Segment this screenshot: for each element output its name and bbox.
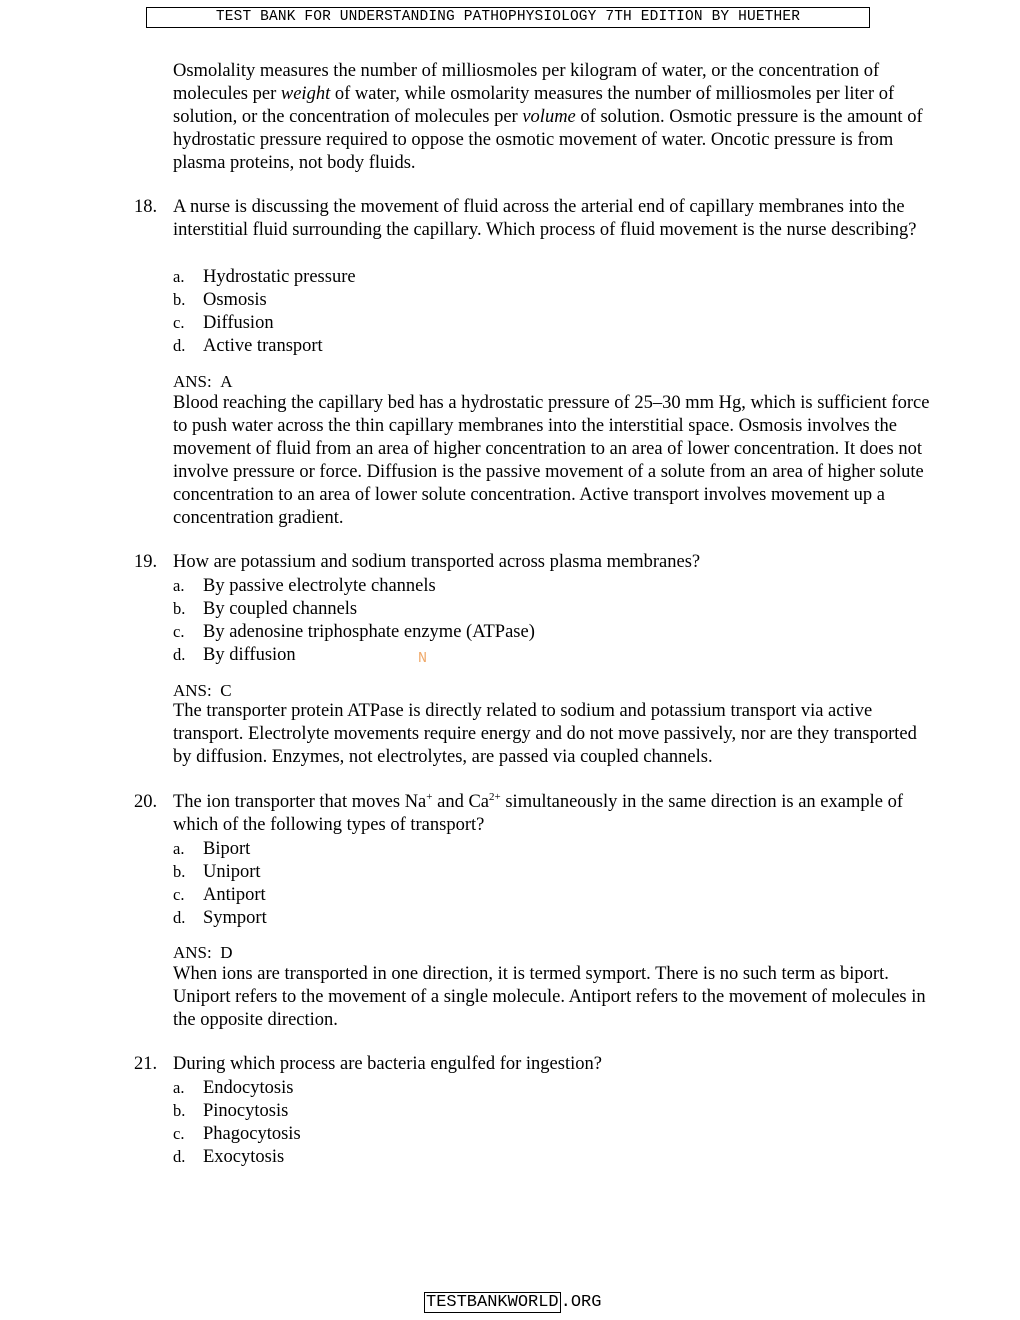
option-text: By passive electrolyte channels bbox=[203, 576, 436, 596]
option-letter: d. bbox=[173, 908, 186, 927]
option-letter: c. bbox=[173, 885, 185, 904]
question-text: A nurse is discussing the movement of fluid across the arterial end of capillary membranes into the interstitial fluid surrounding the capillary. Which process of fluid movement is the nurse describing? bbox=[173, 197, 917, 240]
option-letter: a. bbox=[173, 267, 185, 286]
option-item bbox=[173, 1076, 293, 1100]
option-letter: c. bbox=[173, 1124, 185, 1143]
answer-rationale: When ions are transported in one direction, it is termed symport. There is no such term as biport. Uniport refers to the movement of a single molecule. Antiport refers to the movement of molecules in the opposite direction. bbox=[173, 964, 926, 1030]
superscript-charge: + bbox=[426, 790, 433, 803]
option-text: Antiport bbox=[203, 885, 266, 905]
option-item bbox=[173, 1145, 284, 1169]
option-text: Active transport bbox=[203, 336, 323, 356]
option-text: Uniport bbox=[203, 862, 261, 882]
option-letter: a. bbox=[173, 1078, 185, 1097]
superscript-charge: 2+ bbox=[489, 790, 501, 803]
option-item bbox=[173, 288, 267, 312]
option-letter: b. bbox=[173, 290, 186, 309]
intro-text-3: of solution. Osmotic pressure is the amount of hydrostatic pressure required to oppose the osmotic movement of water. Oncotic pressure is from plasma proteins, not body fluids. bbox=[173, 107, 923, 173]
option-item bbox=[173, 334, 323, 358]
page-header: TEST BANK FOR UNDERSTANDING PATHOPHYSIOLOGY 7TH EDITION BY HUETHER bbox=[146, 7, 870, 28]
option-letter: a. bbox=[173, 839, 185, 858]
answer-value: D bbox=[220, 943, 233, 962]
answer-label: ANS: bbox=[173, 372, 212, 391]
option-text: Hydrostatic pressure bbox=[203, 267, 356, 287]
page-footer bbox=[424, 1292, 601, 1316]
option-letter: c. bbox=[173, 622, 185, 641]
option-text: Osmosis bbox=[203, 290, 267, 310]
option-item bbox=[173, 837, 250, 861]
question-number: 18. bbox=[134, 197, 158, 217]
intro-emphasis-volume: volume bbox=[522, 107, 576, 127]
question-number: 20. bbox=[134, 792, 158, 812]
intro-text-1: Osmolality measures the number of milliosmoles per kilogram of water, or the concentration of molecules per bbox=[173, 61, 880, 104]
answer-line bbox=[173, 679, 232, 702]
option-item bbox=[173, 311, 274, 335]
answer-value: A bbox=[220, 372, 233, 391]
question-number: 21. bbox=[134, 1054, 158, 1074]
intro-text-2: of water, while osmolarity measures the number of milliosmoles per liter of solution, or the concentration of molecules per bbox=[173, 84, 895, 127]
option-item bbox=[173, 597, 357, 621]
option-letter: b. bbox=[173, 862, 186, 881]
option-text: Endocytosis bbox=[203, 1078, 294, 1098]
question-text-part: and Ca bbox=[432, 792, 490, 812]
option-letter: b. bbox=[173, 599, 186, 618]
option-text: Exocytosis bbox=[203, 1147, 285, 1167]
intro-paragraph bbox=[173, 60, 933, 175]
option-item bbox=[173, 1122, 301, 1146]
option-text: Biport bbox=[203, 839, 251, 859]
watermark-letter: N bbox=[418, 650, 428, 667]
option-item bbox=[173, 1099, 288, 1123]
option-item bbox=[173, 643, 296, 667]
answer-rationale: Blood reaching the capillary bed has a hydrostatic pressure of 25–30 mm Hg, which is sufficient force to push water across the thin capillary membranes into the interstitial space. Osmosis involves the movement of fluid from an area of higher concentration to an area of lower concentration. It does not involve pressure or force. Diffusion is the passive movement of a solute from an area of higher solute concentration to an area of lower solute concentration. Active transport involves movement up a concentration gradient. bbox=[173, 393, 930, 528]
answer-label: ANS: bbox=[173, 943, 212, 962]
answer-value: C bbox=[220, 681, 232, 700]
option-letter: a. bbox=[173, 576, 185, 595]
footer-site-name[interactable]: TESTBANKWORLD bbox=[426, 1293, 559, 1312]
option-item bbox=[173, 883, 266, 907]
intro-emphasis-weight: weight bbox=[280, 84, 331, 104]
option-letter: d. bbox=[173, 336, 186, 355]
option-text: Phagocytosis bbox=[203, 1124, 301, 1144]
answer-label: ANS: bbox=[173, 681, 212, 700]
option-item bbox=[173, 574, 436, 598]
option-item bbox=[173, 620, 535, 644]
option-item bbox=[173, 860, 261, 884]
footer-domain-suffix: .ORG bbox=[560, 1293, 602, 1312]
answer-rationale: The transporter protein ATPase is directly related to sodium and potassium transport via active transport. Electrolyte movements require energy and do not move passively, nor are they transported by diffusion. Enzymes, not electrolytes, are passed via coupled channels. bbox=[173, 701, 917, 767]
answer-line bbox=[173, 370, 233, 393]
question-number: 19. bbox=[134, 552, 158, 572]
option-letter: d. bbox=[173, 645, 186, 664]
option-item bbox=[173, 265, 356, 289]
question-text: During which process are bacteria engulfed for ingestion? bbox=[173, 1054, 602, 1074]
option-text: Diffusion bbox=[203, 313, 274, 333]
option-item bbox=[173, 906, 267, 930]
option-text: Symport bbox=[203, 908, 267, 928]
option-text: By coupled channels bbox=[203, 599, 358, 619]
option-letter: c. bbox=[173, 313, 185, 332]
question-text bbox=[173, 791, 933, 837]
question-text-part: simultaneously in the same direction is an example of which of the following types of transport? bbox=[173, 792, 904, 835]
option-text: By diffusion bbox=[203, 645, 296, 665]
option-text: By adenosine triphosphate enzyme (ATPase) bbox=[203, 622, 535, 642]
option-letter: b. bbox=[173, 1101, 186, 1120]
question-text-part: The ion transporter that moves Na bbox=[173, 792, 427, 812]
option-letter: d. bbox=[173, 1147, 186, 1166]
option-text: Pinocytosis bbox=[203, 1101, 289, 1121]
question-text: How are potassium and sodium transported across plasma membranes? bbox=[173, 552, 701, 572]
answer-line bbox=[173, 941, 233, 964]
